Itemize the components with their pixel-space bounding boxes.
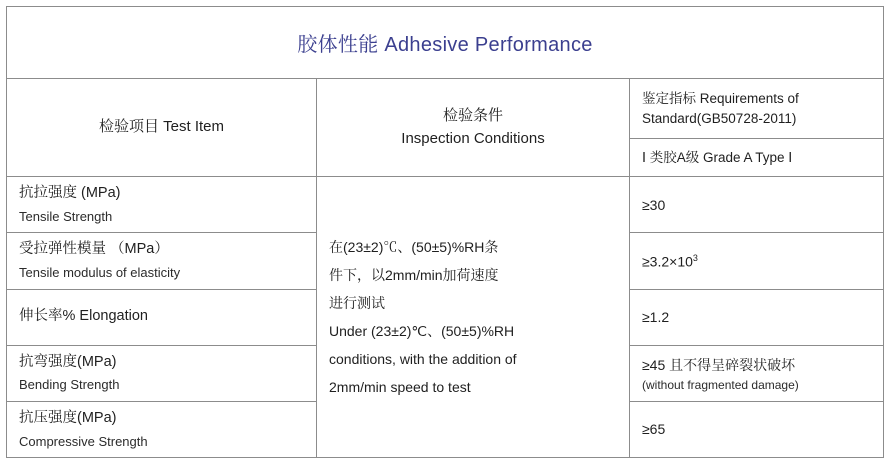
header-inspection-conditions-en: Inspection Conditions (401, 129, 545, 147)
requirement-cell (630, 177, 884, 233)
table-title (7, 7, 884, 79)
test-item-en: Compressive Strength (19, 433, 148, 449)
test-item-cn: 抗拉强度 (MPa) (19, 185, 121, 201)
test-item-en: Tensile Strength (19, 208, 113, 224)
condition-line-6: 2mm/min speed to test (329, 379, 471, 395)
requirement-value (642, 253, 871, 270)
test-item-en: Bending Strength (19, 377, 120, 393)
requirement-exponent: 3 (692, 252, 698, 263)
condition-line-2: 件下，以2mm/min加荷速度 (329, 267, 499, 283)
test-item-cell (7, 177, 317, 233)
requirement-value: ≥30 (642, 196, 666, 213)
table-title-cn: 胶体性能 (297, 34, 379, 56)
test-item-cell (7, 233, 317, 289)
requirement-value: ≥1.2 (642, 309, 670, 325)
inspection-conditions-cell (317, 177, 630, 458)
header-requirements-line2: Standard(GB50728-2011) (642, 110, 797, 126)
requirement-value: ≥45 且不得呈碎裂状破坏 (642, 356, 796, 373)
requirement-value: ≥65 (642, 421, 666, 438)
header-requirements-line1: 鉴定指标 Requirements of (642, 91, 799, 107)
header-test-item-cn: 检验项目 (98, 118, 159, 136)
header-requirements (630, 79, 884, 139)
requirement-cell (630, 401, 884, 457)
test-item-cn: 抗压强度(MPa) (19, 409, 117, 426)
requirement-note: (without fragmented damage) (642, 377, 799, 392)
test-item-cell (7, 345, 317, 401)
requirement-value-text: ≥3.2×10 (642, 253, 693, 270)
condition-line-4: Under (23±2)℃、(50±5)%RH (329, 323, 515, 339)
header-grade: Ⅰ 类胶A级 Grade A Type Ⅰ (630, 139, 884, 177)
header-test-item (7, 79, 317, 177)
requirement-cell (630, 345, 884, 401)
table-row (7, 177, 884, 233)
test-item-cn: 受拉弹性模量 （MPa） (19, 241, 169, 258)
requirement-cell (630, 233, 884, 289)
adhesive-performance-table (6, 6, 884, 458)
test-item-cn: 抗弯强度(MPa) (19, 353, 117, 370)
table-title-row (7, 7, 884, 79)
test-item-cell (7, 401, 317, 457)
header-inspection-conditions (317, 79, 630, 177)
condition-line-3: 进行测试 (329, 295, 385, 311)
test-item-cn: 伸长率% Elongation (19, 308, 148, 325)
condition-line-1: 在(23±2)℃、(50±5)%RH条 (329, 239, 499, 255)
table-header-row-1 (7, 79, 884, 139)
test-item-cell (7, 289, 317, 345)
requirement-cell (630, 289, 884, 345)
condition-line-5: conditions, with the addition of (329, 351, 517, 367)
test-item-en: Tensile modulus of elasticity (19, 265, 181, 280)
table-title-en: Adhesive Performance (384, 34, 593, 56)
header-inspection-conditions-cn: 检验条件 (442, 107, 503, 124)
header-test-item-en: Test Item (163, 118, 225, 136)
